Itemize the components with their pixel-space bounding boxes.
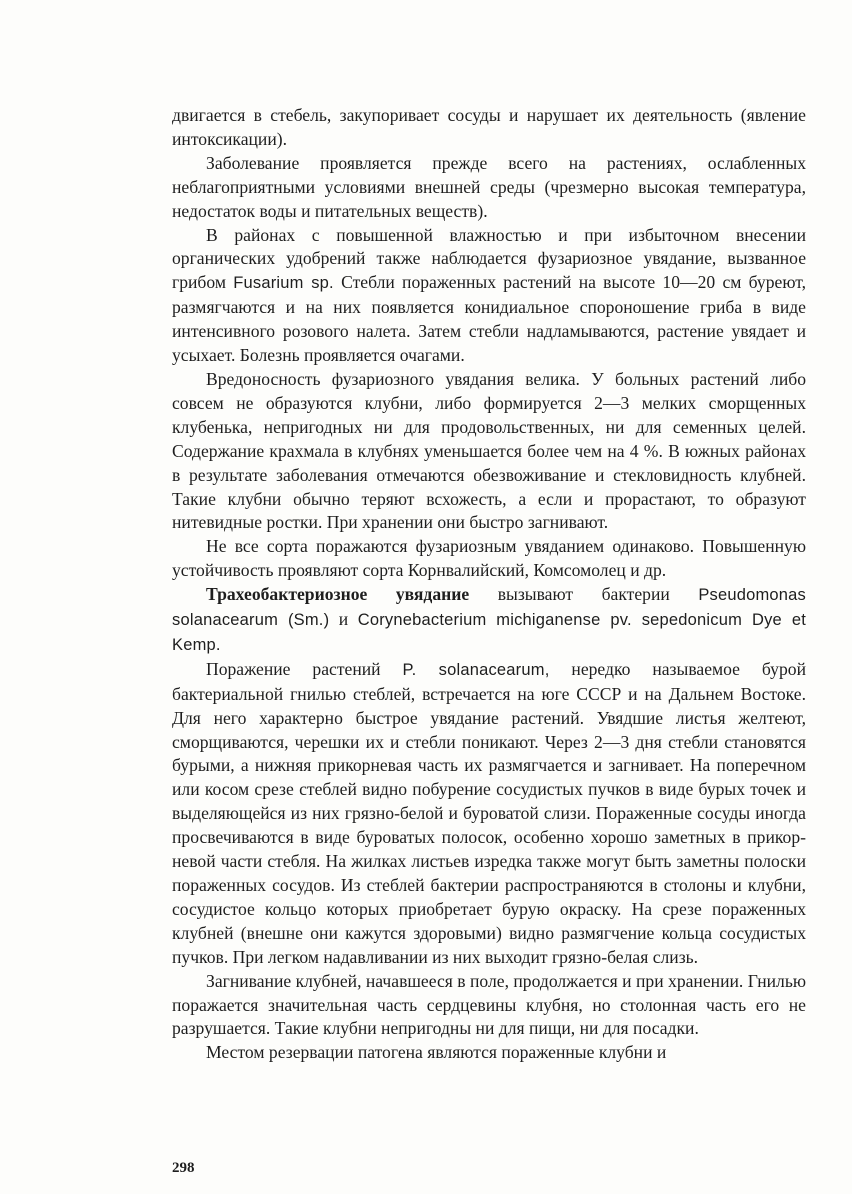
body-text — [172, 104, 806, 1065]
text-run: Не все сорта поражаются фузариозным увяданием одинаково. Повышенную устойчивость проявляют сорта Корнвалийский, Комсомолец и др. — [172, 536, 806, 581]
section-term: Трахеобактериозное увядание — [206, 584, 470, 605]
text-run: двигается в стебель, закупоривает сосуды и нарушает их деятельность (явление интоксикации). — [172, 105, 806, 149]
latin-name: Pseudomonas solanacearum (Sm.) — [172, 586, 806, 630]
latin-name: P. solanacearum, — [402, 660, 550, 679]
text-run: В районах с повышенной влажностью и при избыточном внесении органических удобрений также наблюдается фузариозное увядание, вызванное грибом — [172, 224, 806, 293]
paragraph — [172, 224, 806, 368]
text-run: нередко называемое бурой бактериальной гнилью стеблей, встречается на юге СССР и на Дальнем Востоке. Для него характерно быстрое увядание растений. Увядшие листья желтеют, сморщиваются, черешки их и стебли поникают. Через 2—3 дня стебли становятся бурыми, а нижняя прикорневая часть их размягчается и загнивает. На поперечном или косом срезе стеблей видно побурение сосудистых пучков в виде бурых точек и выделяющейся из них грязно-белой и буроватой слизи. Пораженные сосуды иногда просвечиваются в виде буроватых полосок, особенно хорошо заметных в прикорневой части стебля. На жилках листьев изредка также могут быть заметны полоски пораженных сосудов. Из стеблей бактерии распространяются в столоны и клубни, сосудистое кольцо которых приобретает бурую окраску. На срезе пораженных клубней (внешне они кажутся здоровыми) видно размягчение кольца сосудистых пучков. При легком надавливании из них выходит грязно-белая слизь. — [172, 658, 806, 967]
text-run: Поражение растений — [206, 658, 403, 679]
latin-name: Corynebacterium michiganense pv. sepedonicum Dye et Kemp. — [172, 611, 806, 654]
latin-name: Fusarium sp. — [233, 274, 334, 293]
paragraph — [172, 368, 806, 535]
text-run: Местом резервации патогена являются пораженные клубни и — [206, 1042, 667, 1063]
paragraph — [172, 583, 806, 658]
text-run: вызывают бактерии — [469, 584, 699, 605]
text-run: Загнивание клубней, начавшееся в поле, продолжается и при хранении. Гнилью поражается значительная часть сердцевины клубня, но столонная часть его не разрушается. Такие клубни непригодны ни для пищи, ни для посадки. — [172, 970, 806, 1039]
text-run: Стебли пораженных растений на высоте 10—20 см буреют, размягчаются и на них появляется конидиальное спороношение гриба в виде интенсивного розового налета. Затем стебли надламываются, растение увядает и усыхает. Болезнь проявляется очагами. — [172, 272, 806, 366]
text-run: и — [329, 609, 358, 630]
paragraph — [172, 970, 806, 1042]
paragraph — [172, 658, 806, 970]
text-run: Заболевание проявляется прежде всего на растениях, ослабленных неблагоприятными условиями внешней среды (чрезмерно высокая температура, недостаток воды и питательных веществ). — [172, 152, 806, 221]
paragraph — [172, 1041, 806, 1065]
paragraph — [172, 535, 806, 583]
text-run: Вредоносность фузариозного увядания велика. У больных растений либо совсем не образуются клубни, либо формируется 2—3 мелких сморщенных клубенька, непригодных ни для продовольственных, ни для семенных целей. Содержание крахмала в клубнях уменьшается более чем на 4 %. В южных районах в результате заболевания отмечаются обезвоживание и стекловидность клубней. Такие клубни обычно теряют всхожесть, а если и прорастают, то образуют нитевидные ростки. При хранении они быстро загнивают. — [172, 368, 806, 533]
page-number: 298 — [172, 1160, 195, 1176]
paragraph — [172, 152, 806, 224]
paragraph — [172, 104, 806, 152]
